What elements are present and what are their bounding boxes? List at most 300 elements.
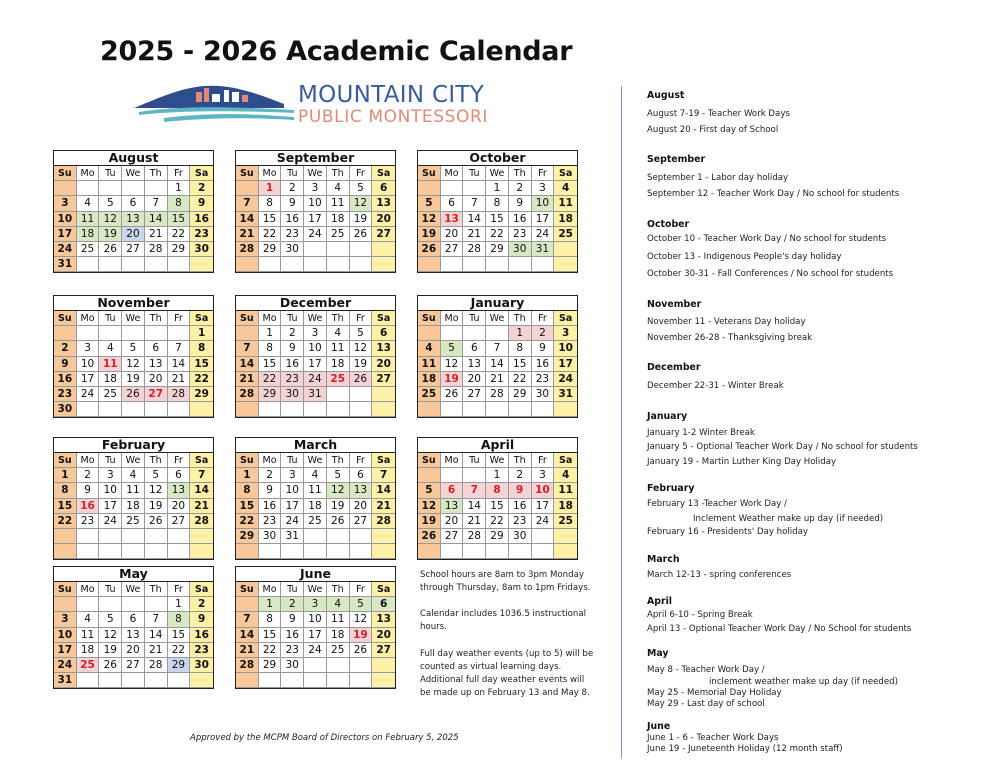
empty-cell [327, 544, 350, 559]
day-cell: 8 [259, 612, 282, 627]
weekday-header: Sa [372, 311, 395, 326]
school-logo [134, 80, 514, 128]
day-cell: 7 [145, 196, 168, 211]
empty-cell [463, 468, 486, 483]
event-entry: March 12-13 - spring conferences [647, 570, 792, 580]
day-cell: 26 [99, 242, 122, 257]
day-cell: 17 [281, 499, 304, 514]
day-cell: 1 [486, 181, 509, 196]
weekday-header: Th [509, 311, 532, 326]
weekday-header: Sa [190, 582, 213, 597]
event-entry: Inclement Weather make up day (if needed) [693, 514, 884, 524]
day-cell: 17 [54, 643, 77, 658]
event-entry: November 26-28 - Thanksgiving break [647, 333, 813, 343]
day-cell: 19 [99, 227, 122, 242]
day-cell: 30 [259, 529, 282, 544]
day-cell: 23 [77, 514, 100, 529]
day-cell: 30 [509, 529, 532, 544]
empty-cell [281, 257, 304, 272]
day-cell: 17 [532, 212, 555, 227]
empty-cell [77, 257, 100, 272]
weekday-header: Su [236, 582, 259, 597]
day-cell: 1 [168, 597, 191, 612]
day-cell: 9 [281, 196, 304, 211]
empty-cell [259, 257, 282, 272]
day-cell: 29 [259, 658, 282, 673]
day-cell: 12 [145, 483, 168, 498]
month-title: February [54, 438, 213, 453]
day-cell: 27 [350, 514, 373, 529]
empty-cell [54, 326, 77, 341]
page-title: 2025 - 2026 Academic Calendar [100, 36, 573, 67]
empty-cell [350, 242, 373, 257]
day-cell: 23 [509, 227, 532, 242]
weekday-header: Mo [259, 582, 282, 597]
day-cell: 10 [54, 212, 77, 227]
day-cell: 20 [463, 372, 486, 387]
empty-cell [350, 257, 373, 272]
day-cell: 22 [259, 227, 282, 242]
day-cell: 15 [259, 357, 282, 372]
day-cell: 20 [168, 499, 191, 514]
day-cell: 10 [532, 483, 555, 498]
day-cell: 28 [463, 242, 486, 257]
approval-note: Approved by the MCPM Board of Directors on February 5, 2025 [190, 733, 459, 743]
day-cell: 14 [145, 212, 168, 227]
day-cell: 12 [99, 212, 122, 227]
day-cell: 6 [168, 468, 191, 483]
day-cell: 15 [486, 212, 509, 227]
month-title: October [418, 151, 577, 166]
day-cell: 6 [441, 196, 464, 211]
day-cell: 22 [486, 514, 509, 529]
empty-cell [350, 673, 373, 688]
empty-cell [350, 529, 373, 544]
day-cell: 6 [372, 326, 395, 341]
day-cell: 18 [554, 499, 577, 514]
day-cell: 1 [168, 181, 191, 196]
day-cell: 13 [350, 483, 373, 498]
day-cell: 5 [99, 196, 122, 211]
day-cell: 8 [168, 196, 191, 211]
empty-cell [304, 658, 327, 673]
empty-cell [304, 673, 327, 688]
day-cell: 5 [99, 612, 122, 627]
day-cell: 27 [122, 242, 145, 257]
day-cell: 6 [350, 468, 373, 483]
weekday-header: Fr [350, 311, 373, 326]
empty-cell [99, 257, 122, 272]
day-cell: 4 [554, 468, 577, 483]
empty-cell [327, 242, 350, 257]
event-entry: February 13 -Teacher Work Day / [647, 499, 787, 509]
day-cell: 11 [77, 212, 100, 227]
empty-cell [350, 402, 373, 417]
day-cell: 6 [145, 341, 168, 356]
day-cell: 9 [509, 483, 532, 498]
weekday-header: Mo [441, 166, 464, 181]
weekday-header: Tu [99, 582, 122, 597]
day-cell: 16 [509, 499, 532, 514]
weekday-header: We [304, 166, 327, 181]
weekday-header: Su [54, 311, 77, 326]
day-cell: 7 [190, 468, 213, 483]
weekday-header: Fr [532, 166, 555, 181]
day-cell: 22 [168, 227, 191, 242]
day-cell: 25 [122, 514, 145, 529]
day-cell: 7 [372, 468, 395, 483]
day-cell: 14 [236, 212, 259, 227]
weekday-header: Th [145, 311, 168, 326]
day-cell: 22 [54, 514, 77, 529]
section-heading: November [647, 299, 702, 310]
weekday-header: Sa [190, 311, 213, 326]
weekday-header: We [122, 166, 145, 181]
day-cell: 21 [145, 227, 168, 242]
day-cell: 16 [54, 372, 77, 387]
day-cell: 15 [168, 628, 191, 643]
day-cell: 19 [418, 514, 441, 529]
empty-cell [554, 402, 577, 417]
section-heading: April [647, 596, 673, 607]
empty-cell [99, 529, 122, 544]
section-heading: June [647, 721, 671, 732]
month-title: September [236, 151, 395, 166]
day-cell: 7 [463, 483, 486, 498]
weekday-header: We [486, 453, 509, 468]
empty-cell [304, 257, 327, 272]
month-august [53, 150, 214, 273]
note-line: through Thursday, 8am to 1pm Fridays. [420, 583, 591, 593]
day-cell: 3 [77, 341, 100, 356]
day-cell: 22 [259, 643, 282, 658]
day-cell: 25 [327, 372, 350, 387]
day-cell: 4 [77, 196, 100, 211]
day-cell: 4 [99, 341, 122, 356]
day-cell: 13 [372, 196, 395, 211]
event-entry: April 13 - Optional Teacher Work Day / No School for students [647, 624, 912, 634]
empty-cell [509, 402, 532, 417]
day-cell: 14 [372, 483, 395, 498]
empty-cell [99, 597, 122, 612]
weekday-header: Fr [168, 582, 191, 597]
day-cell: 30 [281, 242, 304, 257]
day-cell: 24 [54, 242, 77, 257]
day-cell: 12 [350, 341, 373, 356]
empty-cell [463, 326, 486, 341]
instructional-hours-note [420, 608, 586, 634]
day-cell: 5 [350, 326, 373, 341]
day-cell: 9 [54, 357, 77, 372]
day-cell: 3 [304, 597, 327, 612]
day-cell: 22 [168, 643, 191, 658]
weather-note [420, 648, 593, 700]
note-line: counted as virtual learning days. [420, 662, 562, 672]
empty-cell [304, 544, 327, 559]
day-cell: 4 [122, 468, 145, 483]
day-cell: 13 [122, 212, 145, 227]
vertical-divider [621, 86, 622, 758]
empty-cell [350, 387, 373, 402]
month-november [53, 295, 214, 418]
day-cell: 13 [441, 499, 464, 514]
empty-cell [372, 658, 395, 673]
weekday-header: Sa [372, 582, 395, 597]
day-cell: 26 [441, 387, 464, 402]
section-heading: September [647, 154, 706, 165]
event-entry: June 1 - 6 - Teacher Work Days [647, 733, 779, 743]
day-cell: 20 [122, 227, 145, 242]
day-cell: 6 [441, 483, 464, 498]
day-cell: 8 [259, 196, 282, 211]
day-cell: 12 [350, 612, 373, 627]
day-cell: 8 [190, 341, 213, 356]
weekday-header: Mo [77, 453, 100, 468]
day-cell: 4 [327, 597, 350, 612]
school-hours-note [420, 569, 590, 595]
day-cell: 16 [77, 499, 100, 514]
section-heading: December [647, 362, 701, 373]
empty-cell [168, 257, 191, 272]
empty-cell [190, 257, 213, 272]
empty-cell [190, 544, 213, 559]
empty-cell [145, 529, 168, 544]
day-cell: 20 [145, 372, 168, 387]
day-cell: 15 [259, 628, 282, 643]
day-cell: 14 [463, 499, 486, 514]
empty-cell [145, 544, 168, 559]
day-cell: 6 [122, 612, 145, 627]
day-cell: 4 [418, 341, 441, 356]
weekday-header: Th [145, 582, 168, 597]
empty-cell [554, 544, 577, 559]
day-cell: 5 [122, 341, 145, 356]
weekday-header: Tu [99, 453, 122, 468]
day-cell: 1 [259, 597, 282, 612]
day-cell: 14 [236, 628, 259, 643]
weekday-header: Th [145, 166, 168, 181]
day-cell: 3 [554, 326, 577, 341]
day-cell: 11 [122, 483, 145, 498]
event-entry: October 10 - Teacher Work Day / No school for students [647, 234, 887, 244]
weekday-header: Sa [372, 166, 395, 181]
day-cell: 23 [281, 372, 304, 387]
day-cell: 9 [509, 196, 532, 211]
weekday-header: Th [327, 453, 350, 468]
day-cell: 16 [190, 628, 213, 643]
weekday-header: We [486, 166, 509, 181]
empty-cell [463, 257, 486, 272]
day-cell: 9 [190, 612, 213, 627]
logo-line2: PUBLIC MONTESSORI [298, 107, 488, 127]
weekday-header: Fr [168, 453, 191, 468]
day-cell: 15 [190, 357, 213, 372]
event-entry: September 12 - Teacher Work Day / No school for students [647, 189, 900, 199]
day-cell: 8 [236, 483, 259, 498]
empty-cell [122, 181, 145, 196]
note-line: be made up on February 13 and May 8. [420, 688, 590, 698]
month-title: March [236, 438, 395, 453]
day-cell: 23 [259, 514, 282, 529]
weekday-header: Tu [463, 453, 486, 468]
day-cell: 10 [77, 357, 100, 372]
day-cell: 18 [327, 628, 350, 643]
weekday-header: Fr [350, 166, 373, 181]
empty-cell [77, 597, 100, 612]
day-cell: 27 [168, 514, 191, 529]
day-cell: 19 [350, 357, 373, 372]
weekday-header: Tu [99, 166, 122, 181]
event-entry: November 11 - Veterans Day holiday [647, 317, 806, 327]
empty-cell [281, 544, 304, 559]
day-cell: 9 [77, 483, 100, 498]
day-cell: 31 [554, 387, 577, 402]
empty-cell [486, 257, 509, 272]
day-cell: 13 [372, 612, 395, 627]
weekday-header: We [122, 582, 145, 597]
day-cell: 14 [190, 483, 213, 498]
month-title: January [418, 296, 577, 311]
day-cell: 28 [190, 514, 213, 529]
empty-cell [77, 544, 100, 559]
day-cell: 27 [463, 387, 486, 402]
empty-cell [99, 181, 122, 196]
day-cell: 11 [554, 483, 577, 498]
event-entry: February 16 - Presidents' Day holiday [647, 527, 808, 537]
weekday-header: Fr [350, 453, 373, 468]
day-cell: 18 [554, 212, 577, 227]
day-cell: 29 [509, 387, 532, 402]
event-entry: June 19 - Juneteenth Holiday (12 month staff) [647, 744, 843, 754]
empty-cell [190, 402, 213, 417]
empty-cell [236, 402, 259, 417]
empty-cell [441, 326, 464, 341]
day-cell: 4 [554, 181, 577, 196]
day-cell: 29 [236, 529, 259, 544]
event-entry: January 19 - Martin Luther King Day Holiday [647, 457, 837, 467]
day-cell: 17 [304, 357, 327, 372]
day-cell: 2 [509, 468, 532, 483]
empty-cell [168, 673, 191, 688]
day-cell: 20 [441, 227, 464, 242]
empty-cell [418, 468, 441, 483]
section-heading: August [647, 90, 685, 101]
day-cell: 9 [532, 341, 555, 356]
weekday-header: Fr [532, 453, 555, 468]
empty-cell [486, 544, 509, 559]
empty-cell [554, 242, 577, 257]
day-cell: 10 [532, 196, 555, 211]
empty-cell [77, 402, 100, 417]
day-cell: 20 [441, 514, 464, 529]
weekday-header: Tu [463, 311, 486, 326]
section-heading: February [647, 483, 695, 494]
day-cell: 7 [168, 341, 191, 356]
day-cell: 25 [99, 387, 122, 402]
day-cell: 21 [168, 372, 191, 387]
empty-cell [418, 326, 441, 341]
day-cell: 27 [441, 529, 464, 544]
day-cell: 1 [486, 468, 509, 483]
empty-cell [372, 242, 395, 257]
empty-cell [372, 257, 395, 272]
empty-cell [486, 326, 509, 341]
day-cell: 21 [372, 499, 395, 514]
day-cell: 11 [554, 196, 577, 211]
empty-cell [281, 673, 304, 688]
weekday-header: Tu [281, 582, 304, 597]
day-cell: 12 [441, 357, 464, 372]
day-cell: 11 [418, 357, 441, 372]
day-cell: 29 [168, 242, 191, 257]
event-entry: inclement weather make up day (if needed) [709, 677, 898, 687]
empty-cell [327, 658, 350, 673]
day-cell: 12 [418, 212, 441, 227]
day-cell: 10 [304, 612, 327, 627]
day-cell: 11 [304, 483, 327, 498]
day-cell: 21 [236, 372, 259, 387]
day-cell: 23 [54, 387, 77, 402]
day-cell: 24 [99, 514, 122, 529]
day-cell: 28 [372, 514, 395, 529]
day-cell: 29 [190, 387, 213, 402]
event-entry: August 20 - First day of School [647, 125, 779, 135]
day-cell: 26 [350, 372, 373, 387]
day-cell: 28 [236, 658, 259, 673]
note-line: Calendar includes 1036.5 instructional [420, 609, 587, 619]
weekday-header: Th [327, 166, 350, 181]
day-cell: 18 [327, 212, 350, 227]
month-title: December [236, 296, 395, 311]
day-cell: 3 [304, 326, 327, 341]
empty-cell [122, 402, 145, 417]
day-cell: 26 [327, 514, 350, 529]
empty-cell [327, 402, 350, 417]
month-february [53, 437, 214, 560]
weekday-header: Fr [350, 582, 373, 597]
section-heading: May [647, 648, 669, 659]
day-cell: 3 [54, 196, 77, 211]
weekday-header: Su [418, 166, 441, 181]
day-cell: 9 [281, 341, 304, 356]
empty-cell [532, 402, 555, 417]
empty-cell [372, 387, 395, 402]
day-cell: 7 [486, 341, 509, 356]
day-cell: 18 [418, 372, 441, 387]
day-cell: 5 [145, 468, 168, 483]
month-may [53, 566, 214, 689]
day-cell: 24 [54, 658, 77, 673]
event-entry: August 7-19 - Teacher Work Days [647, 109, 790, 119]
day-cell: 30 [532, 387, 555, 402]
day-cell: 28 [168, 387, 191, 402]
empty-cell [145, 326, 168, 341]
day-cell: 1 [236, 468, 259, 483]
empty-cell [168, 402, 191, 417]
day-cell: 10 [304, 341, 327, 356]
day-cell: 10 [281, 483, 304, 498]
month-april [417, 437, 578, 560]
day-cell: 5 [418, 483, 441, 498]
day-cell: 9 [259, 483, 282, 498]
weekday-header: Tu [463, 166, 486, 181]
day-cell: 28 [236, 242, 259, 257]
day-cell: 29 [486, 529, 509, 544]
empty-cell [54, 529, 77, 544]
empty-cell [77, 181, 100, 196]
day-cell: 10 [554, 341, 577, 356]
weekday-header: Mo [77, 582, 100, 597]
